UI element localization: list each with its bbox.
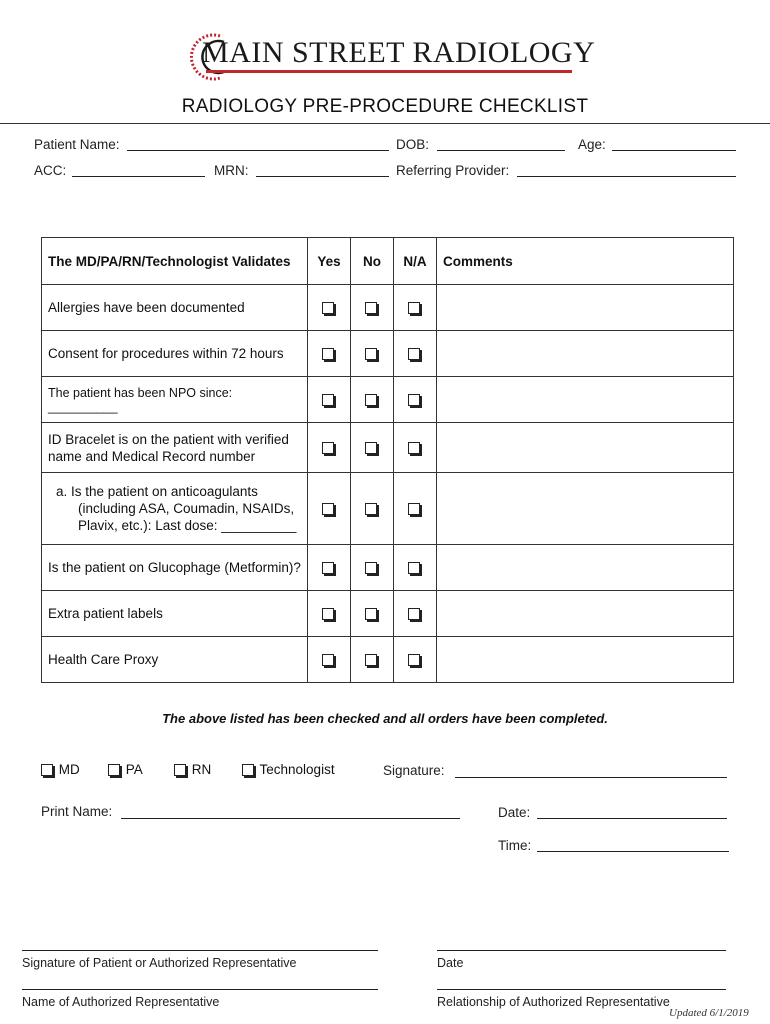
- role-md-label: MD: [58, 762, 80, 777]
- row-label-line: Plavix, etc.): Last dose: __________: [78, 518, 297, 533]
- title-divider: [0, 123, 770, 124]
- signature-field[interactable]: [455, 777, 727, 778]
- table-row: [42, 637, 734, 683]
- brand-logo: [190, 32, 596, 82]
- na-checkbox[interactable]: [408, 562, 420, 574]
- na-checkbox[interactable]: [408, 442, 420, 454]
- no-checkbox[interactable]: [365, 442, 377, 454]
- no-checkbox[interactable]: [365, 302, 377, 314]
- yes-checkbox[interactable]: [322, 348, 334, 360]
- na-checkbox[interactable]: [408, 302, 420, 314]
- row-label-line: name and Medical Record number: [48, 448, 256, 464]
- no-checkbox[interactable]: [365, 394, 377, 406]
- referring-provider-field[interactable]: [517, 176, 736, 177]
- role-pa[interactable]: [108, 762, 143, 777]
- row-label: Health Care Proxy: [42, 637, 308, 683]
- yes-checkbox[interactable]: [322, 302, 334, 314]
- date-label: Date:: [498, 805, 531, 820]
- completion-statement: The above listed has been checked and all orders have been completed.: [162, 711, 608, 726]
- header-na: N/A: [394, 238, 437, 285]
- na-checkbox[interactable]: [408, 503, 420, 515]
- na-checkbox[interactable]: [408, 608, 420, 620]
- row-label: The patient has been NPO since: __________: [42, 377, 308, 423]
- relationship-field[interactable]: [437, 989, 726, 990]
- comments-cell[interactable]: [437, 591, 734, 637]
- technologist-checkbox[interactable]: [242, 764, 254, 776]
- row-label-line: (including ASA, Coumadin, NSAIDs,: [78, 501, 295, 516]
- na-checkbox[interactable]: [408, 394, 420, 406]
- no-checkbox[interactable]: [365, 608, 377, 620]
- checklist-table: [41, 237, 734, 683]
- mrn-label: MRN:: [214, 163, 249, 178]
- age-label: Age:: [578, 137, 606, 152]
- acc-label: ACC:: [34, 163, 67, 178]
- no-checkbox[interactable]: [365, 562, 377, 574]
- footer-date-field[interactable]: [437, 950, 726, 951]
- header-yes: Yes: [308, 238, 351, 285]
- referring-provider-label: Referring Provider:: [396, 163, 510, 178]
- row-label-line: ID Bracelet is on the patient with verified: [48, 431, 289, 447]
- yes-checkbox[interactable]: [322, 394, 334, 406]
- comments-cell[interactable]: [437, 285, 734, 331]
- relationship-label: Relationship of Authorized Representative: [437, 995, 670, 1009]
- yes-checkbox[interactable]: [322, 503, 334, 515]
- patient-name-label: Patient Name:: [34, 137, 120, 152]
- yes-checkbox[interactable]: [322, 654, 334, 666]
- yes-checkbox[interactable]: [322, 562, 334, 574]
- no-checkbox[interactable]: [365, 654, 377, 666]
- pa-checkbox[interactable]: [108, 764, 120, 776]
- no-checkbox[interactable]: [365, 348, 377, 360]
- comments-cell[interactable]: [437, 637, 734, 683]
- comments-cell[interactable]: [437, 423, 734, 473]
- rn-checkbox[interactable]: [174, 764, 186, 776]
- print-name-label: Print Name:: [41, 804, 113, 819]
- row-label: [42, 473, 308, 545]
- time-field[interactable]: [537, 851, 729, 852]
- role-rn[interactable]: [174, 762, 211, 777]
- rep-name-field[interactable]: [22, 989, 378, 990]
- row-label-line: a. Is the patient on anticoagulants: [56, 484, 258, 499]
- time-label: Time:: [498, 838, 532, 853]
- row-label: Is the patient on Glucophage (Metformin)?: [42, 545, 308, 591]
- role-technologist[interactable]: [242, 762, 335, 777]
- na-checkbox[interactable]: [408, 654, 420, 666]
- patient-signature-field[interactable]: [22, 950, 378, 951]
- page-title: RADIOLOGY PRE-PROCEDURE CHECKLIST: [181, 96, 589, 117]
- yes-checkbox[interactable]: [322, 608, 334, 620]
- row-label: Consent for procedures within 72 hours: [42, 331, 308, 377]
- patient-name-field[interactable]: [127, 150, 389, 151]
- table-row: [42, 591, 734, 637]
- comments-cell[interactable]: [437, 377, 734, 423]
- role-pa-label: PA: [125, 762, 143, 777]
- table-row: [42, 377, 734, 423]
- no-checkbox[interactable]: [365, 503, 377, 515]
- md-checkbox[interactable]: [41, 764, 53, 776]
- header-no: No: [351, 238, 394, 285]
- table-header-row: [42, 238, 734, 285]
- print-name-field[interactable]: [121, 818, 460, 819]
- table-row: [42, 331, 734, 377]
- comments-cell[interactable]: [437, 545, 734, 591]
- na-checkbox[interactable]: [408, 348, 420, 360]
- dob-label: DOB:: [396, 137, 430, 152]
- date-field[interactable]: [537, 818, 727, 819]
- footer-date-label: Date: [437, 956, 464, 970]
- table-row: [42, 423, 734, 473]
- table-row: [42, 473, 734, 545]
- comments-cell[interactable]: [437, 331, 734, 377]
- table-row: [42, 545, 734, 591]
- age-field[interactable]: [612, 150, 736, 151]
- patient-signature-label: Signature of Patient or Authorized Representative: [22, 956, 297, 970]
- row-label: Allergies have been documented: [42, 285, 308, 331]
- acc-field[interactable]: [72, 176, 205, 177]
- yes-checkbox[interactable]: [322, 442, 334, 454]
- logo-underline: [206, 70, 572, 73]
- comments-cell[interactable]: [437, 473, 734, 545]
- signature-label: Signature:: [383, 763, 445, 778]
- role-md[interactable]: [41, 762, 80, 777]
- row-label: Extra patient labels: [42, 591, 308, 637]
- rep-name-label: Name of Authorized Representative: [22, 995, 220, 1009]
- updated-date: Updated 6/1/2019: [669, 1007, 749, 1019]
- mrn-field[interactable]: [256, 176, 389, 177]
- header-validates: The MD/PA/RN/Technologist Validates: [42, 238, 308, 285]
- table-row: [42, 285, 734, 331]
- dob-field[interactable]: [437, 150, 565, 151]
- role-technologist-label: Technologist: [259, 762, 335, 777]
- logo-text: MAIN STREET RADIOLOGY: [202, 36, 596, 69]
- row-label: [42, 423, 308, 473]
- header-comments: Comments: [437, 238, 734, 285]
- role-rn-label: RN: [191, 762, 212, 777]
